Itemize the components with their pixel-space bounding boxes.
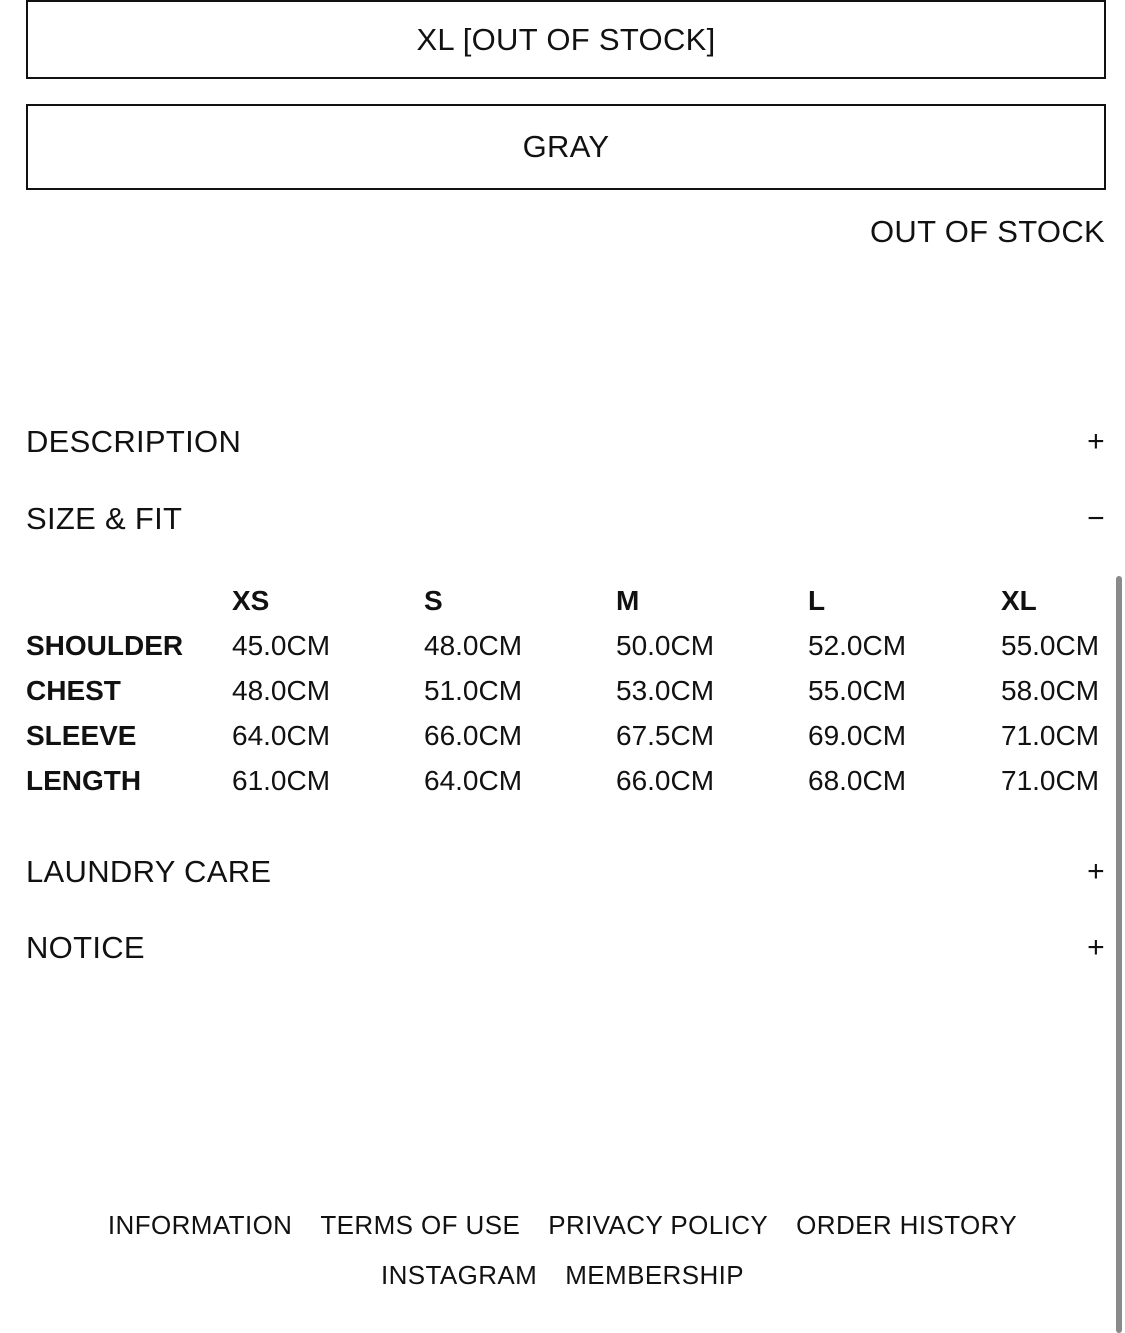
measurement-value: 52.0CM [808, 629, 907, 661]
size-select-value: XL [OUT OF STOCK] [416, 21, 716, 57]
measurement-value: 53.0CM [616, 674, 715, 706]
measurement-label: SLEEVE [26, 719, 137, 751]
accordion-size-fit[interactable] [26, 501, 1108, 537]
measurement-value: 50.0CM [616, 629, 715, 661]
table-row [26, 758, 1111, 803]
size-chart-corner [26, 578, 232, 623]
measurement-value: 55.0CM [1001, 629, 1100, 661]
footer-link-instagram[interactable]: INSTAGRAM [380, 1259, 538, 1290]
measurement-label: SHOULDER [26, 629, 184, 661]
plus-icon: + [1087, 855, 1105, 888]
size-column-header: XL [1001, 584, 1037, 616]
footer-link-privacy-policy[interactable]: PRIVACY POLICY [548, 1209, 769, 1240]
footer [0, 1200, 1125, 1300]
measurement-value: 66.0CM [424, 719, 523, 751]
footer-link-membership[interactable]: MEMBERSHIP [565, 1259, 745, 1290]
measurement-value: 45.0CM [232, 629, 331, 661]
accordion-description-label: DESCRIPTION [26, 424, 242, 459]
plus-icon: + [1087, 425, 1105, 458]
table-row [26, 623, 1111, 668]
measurement-value: 68.0CM [808, 764, 907, 796]
measurement-value: 66.0CM [616, 764, 715, 796]
measurement-value: 48.0CM [232, 674, 331, 706]
measurement-value: 69.0CM [808, 719, 907, 751]
footer-links-row [0, 1200, 1125, 1250]
accordion-size-fit-label: SIZE & FIT [26, 501, 183, 536]
table-row [26, 668, 1111, 713]
measurement-value: 61.0CM [232, 764, 331, 796]
measurement-value: 55.0CM [808, 674, 907, 706]
measurement-value: 48.0CM [424, 629, 523, 661]
footer-link-information[interactable]: INFORMATION [107, 1209, 293, 1240]
plus-icon: + [1087, 931, 1105, 964]
size-select[interactable] [26, 0, 1106, 79]
measurement-value: 71.0CM [1001, 719, 1100, 751]
measurement-value: 71.0CM [1001, 764, 1100, 796]
table-row [26, 713, 1111, 758]
measurement-value: 67.5CM [616, 719, 715, 751]
color-select-value: GRAY [522, 129, 610, 164]
footer-link-order-history[interactable]: ORDER HISTORY [796, 1209, 1018, 1240]
measurement-value: 64.0CM [232, 719, 331, 751]
color-select[interactable] [26, 104, 1106, 190]
size-column-header: L [808, 584, 826, 616]
footer-links-row [0, 1250, 1125, 1300]
size-column-header: XS [232, 584, 270, 616]
stock-status: OUT OF STOCK [870, 214, 1105, 249]
accordion-laundry-care[interactable] [26, 854, 1108, 890]
minus-icon: − [1087, 502, 1105, 535]
measurement-label: CHEST [26, 674, 121, 706]
size-column-header: S [424, 584, 443, 616]
footer-link-terms-of-use[interactable]: TERMS OF USE [320, 1209, 521, 1240]
accordion-notice[interactable] [26, 930, 1108, 966]
size-chart-header-row [26, 578, 1111, 623]
measurement-value: 58.0CM [1001, 674, 1100, 706]
page-scrollbar[interactable] [1116, 576, 1122, 1333]
accordion-laundry-care-label: LAUNDRY CARE [26, 854, 272, 889]
size-chart-table [26, 578, 1111, 803]
size-column-header: M [616, 584, 640, 616]
measurement-value: 64.0CM [424, 764, 523, 796]
measurement-label: LENGTH [26, 764, 142, 796]
accordion-description[interactable] [26, 424, 1108, 460]
measurement-value: 51.0CM [424, 674, 523, 706]
accordion-notice-label: NOTICE [26, 930, 145, 965]
